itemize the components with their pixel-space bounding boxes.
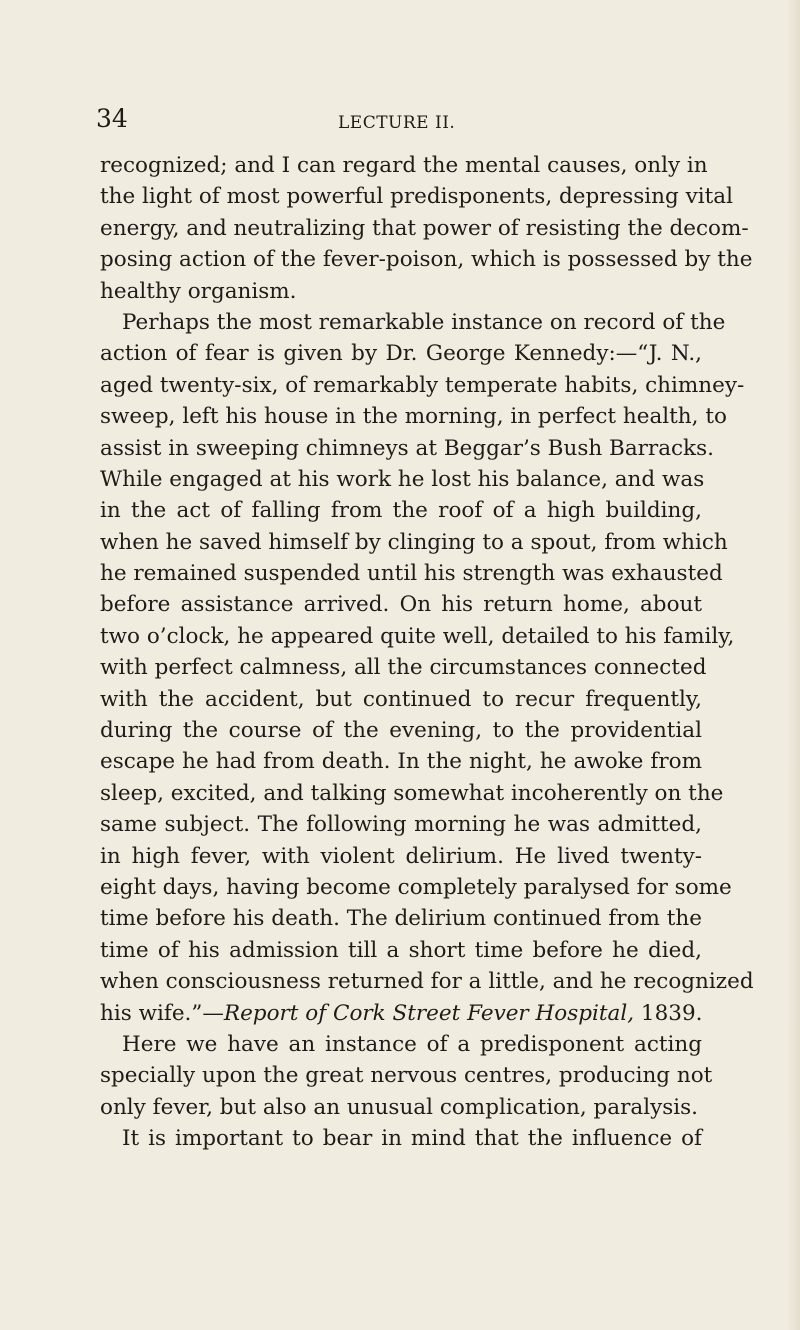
text-line: sweep, left his house in the morning, in perfect health, to [100,404,727,430]
text-line: recognized; and I can regard the mental causes, only in [100,153,708,178]
text-line: aged twenty-six, of remarkably temperate habits, chimney- [100,372,745,398]
page-number: 34 [96,104,128,133]
citation-year: 1839. [634,1000,703,1026]
text-line: sleep, excited, and talking somewhat incoherently on the [100,780,724,806]
text-line: with the accident, but continued to recur frequently, [100,686,702,712]
text-line: when consciousness returned for a little, and he recognized [100,969,754,995]
text-line: posing action of the fever-poison, which is possessed by the [100,247,753,273]
text-line: with perfect calmness, all the circumstances connected [100,655,707,681]
text-line: in high fever, with violent delirium. He lived twenty- [100,843,702,869]
citation-prefix: his wife.”— [100,1000,224,1026]
text-line: during the course of the evening, to the providential [100,718,702,744]
text-line: action of fear is given by Dr. George Kennedy:—“J. N., [100,341,702,367]
page-edge-shadow [786,0,800,1330]
text-line: energy, and neutralizing that power of resisting the decom- [100,215,749,241]
body-text [100,150,754,1155]
text-line: time of his admission till a short time before he died, [100,937,702,963]
text-line: only fever, but also an unusual complication, paralysis. [100,1094,699,1120]
text-line: time before his death. The delirium continued from the [100,906,702,932]
text-line: escape he had from death. In the night, he awoke from [100,749,702,775]
text-line: eight days, having become completely paralysed for some [100,874,732,900]
text-line: same subject. The following morning he was admitted, [100,812,702,838]
text-line: assist in sweeping chimneys at Beggar’s Bush Barracks. [100,435,714,461]
text-line: healthy organism. [100,278,297,304]
text-line: before assistance arrived. On his return home, about [100,592,702,618]
text-line: the light of most powerful predisponents, depressing vital [100,184,733,210]
text-line: Perhaps the most remarkable instance on record of the [122,309,726,335]
text-line: While engaged at his work he lost his balance, and was [100,466,705,492]
running-head: LECTURE II. [338,113,456,133]
citation-line [100,998,702,1029]
text-line: he remained suspended until his strength was exhausted [100,561,723,587]
citation-source: Report of Cork Street Fever Hospital, [223,1000,635,1026]
text-line: two o’clock, he appeared quite well, detailed to his family, [100,623,735,649]
text-line: Here we have an instance of a predisponent acting [122,1031,702,1057]
text-line: specially upon the great nervous centres, producing not [100,1063,713,1089]
text-line: in the act of falling from the roof of a high building, [100,498,702,524]
text-line: when he saved himself by clinging to a spout, from which [100,529,728,555]
text-line: It is important to bear in mind that the influence of [122,1126,702,1152]
